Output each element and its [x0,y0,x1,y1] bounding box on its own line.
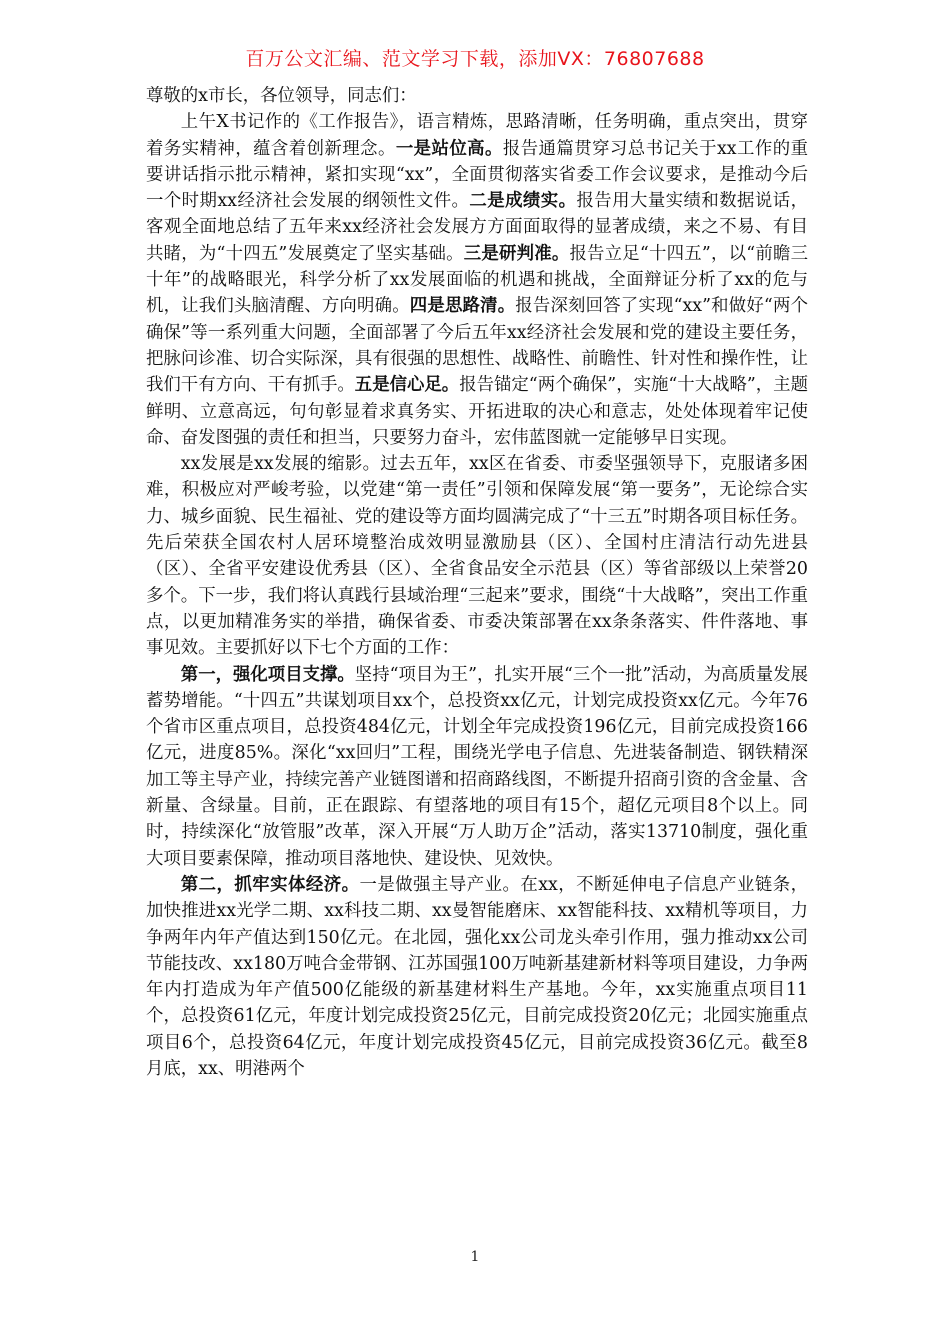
point-heading: 二是成绩实。 [469,191,577,212]
point-heading: 五是信心足。 [354,375,460,396]
point-heading: 四是思路清。 [409,296,516,317]
paragraph-project-support [146,662,808,872]
paragraph-report-evaluation [146,109,808,451]
section-text: 一是做强主导产业。在xx，不断延伸电子信息产业链条，加快推进xx光学二期、xx科技二期、xx曼智能磨床、xx智能科技、xx精机等项目，力争两年内年产值达到150亿元。在北园，强化xx公司龙头牵引作用，强力推动xx公司节能技改、xx180万吨合金带钢、江苏国强100万吨新基建新材料等项目建设，力争两年内打造成为年产值500亿能级的新基建材料生产基地。今年，xx实施重点项目11个，总投资61亿元，年度计划完成投资25亿元，目前完成投资20亿元；北园实施重点项目6个，总投资64亿元，年度计划完成投资45亿元，目前完成投资36亿元。截至8月底，xx、明港两个 [146,874,808,1079]
download-banner: 百万公文汇编、范文学习下载，添加VX：76807688 [245,48,705,70]
sentence: 报告深刻回答了实现“xx”和做好“两个确保”等一系列重大问题，全面部署了今后五年xx经济社会发展和党的建设主要任务，把脉问诊准、切合实际深，具有很强的思想性、战略性、前瞻性、针对性和操作性，让我们干有方向、干有抓手。 [146,296,808,396]
paragraph-development-review: xx发展是xx发展的缩影。过去五年，xx区在省委、市委坚强领导下，克服诸多困难，积极应对严峻考验，以党建“第一责任”引领和保障发展“第一要务”，无论综合实力、城乡面貌、民生福祉、党的建设等方面均圆满完成了“十三五”时期各项目标任务。先后荣获全国农村人居环境整治成效明显激励县（区）、全国村庄清洁行动先进县（区）、全省平安建设优秀县（区）、全省食品安全示范县（区）等省部级以上荣誉20多个。下一步，我们将认真践行县域治理“三起来”要求，围绕“十大战略”，突出工作重点，以更加精准务实的举措，确保省委、市委决策部署在xx条条落实、件件落地、事事见效。主要抓好以下七个方面的工作： [146,454,808,659]
document-body [146,83,808,1082]
paragraph-real-economy [146,872,808,1082]
section-heading: 第二，抓牢实体经济。 [180,874,360,895]
point-heading: 三是研判准。 [463,243,570,264]
section-heading: 第一，强化项目支撑。 [180,664,355,685]
page-number: 1 [470,1249,480,1265]
sentence: 报告用大量实绩和数据说话，客观全面地总结了五年来xx经济社会发展方方面面取得的显著成绩，来之不易、有目共睹，为“十四五”发展奠定了坚实基础。 [146,191,808,264]
sentence: 报告通篇贯穿习总书记关于xx工作的重要讲话指示批示精神，紧扣实现“xx”，全面贯彻落实省委工作会议要求，是推动今后一个时期xx经济社会发展的纲领性文件。 [146,138,808,212]
point-heading: 一是站位高。 [395,138,503,159]
section-text: 坚持“项目为王”，扎实开展“三个一批”活动，为高质量发展蓄势增能。“十四五”共谋划项目xx个，总投资xx亿元，计划完成投资xx亿元。今年76个省市区重点项目，总投资484亿元，计划全年完成投资196亿元，目前完成投资166亿元，进度85%。深化“xx回归”工程，围绕光学电子信息、先进装备制造、钢铁精深加工等主导产业，持续完善产业链图谱和招商路线图，不断提升招商引资的含金量、含新量、含绿量。目前，正在跟踪、有望落地的项目有15个，超亿元项目8个以上。同时，持续深化“放管服”改革，深入开展“万人助万企”活动，落实13710制度，强化重大项目要素保障，推动项目落地快、建设快、见效快。 [146,664,808,869]
salutation: 尊敬的x市长，各位领导，同志们： [146,86,417,106]
sentence: 报告锚定“两个确保”，实施“十大战略”，主题鲜明、立意高远，句句彰显着求真务实、开拓进取的决心和意志，处处体现着牢记使命、奋发图强的责任和担当，只要努力奋斗，宏伟蓝图就一定能够早日实现。 [146,375,808,448]
sentence: 上午X书记作的《工作报告》，语言精炼，思路清晰，任务明确，重点突出，贯穿着务实精神，蕴含着创新理念。 [146,112,808,159]
sentence: 报告立足“十四五”，以“前瞻三十年”的战略眼光，科学分析了xx发展面临的机遇和挑战，全面辩证分析了xx的危与机，让我们头脑清醒、方向明确。 [146,243,808,317]
